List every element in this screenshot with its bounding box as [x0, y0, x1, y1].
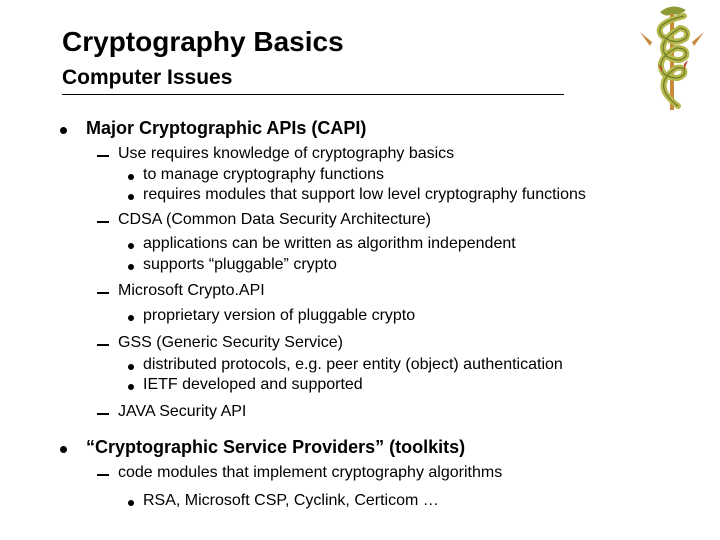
- slide-title: Cryptography Basics: [62, 26, 344, 57]
- slide-subtitle: Computer Issues: [62, 66, 233, 89]
- dash-marker: [97, 344, 109, 346]
- bullet-dot: [128, 364, 134, 370]
- caduceus-logo-icon: [632, 2, 712, 112]
- item-proprietary-version: proprietary version of pluggable crypto: [143, 307, 416, 324]
- sub-bullet-code-modules: code modules that implement cryptography algorithms: [118, 464, 503, 481]
- sub-bullet-java-security: JAVA Security API: [118, 403, 247, 420]
- item-vendor-list: RSA, Microsoft CSP, Cyclink, Certicom …: [143, 492, 439, 509]
- bullet-dot: [128, 194, 134, 200]
- bullet-dot: [128, 243, 134, 249]
- sub-bullet-gss: GSS (Generic Security Service): [118, 334, 343, 351]
- bullet-dot: [60, 127, 67, 134]
- bullet-major-apis: Major Cryptographic APIs (CAPI): [86, 118, 367, 138]
- dash-marker: [97, 413, 109, 415]
- item-distributed-protocols: distributed protocols, e.g. peer entity (object) authentication: [143, 356, 563, 373]
- item-requires-modules: requires modules that support low level cryptography functions: [143, 186, 586, 203]
- sub-bullet-cdsa: CDSA (Common Data Security Architecture): [118, 211, 431, 228]
- item-manage-functions: to manage cryptography functions: [143, 166, 385, 183]
- bullet-service-providers: “Cryptographic Service Providers” (toolkits): [86, 437, 466, 457]
- title-divider: [62, 94, 564, 95]
- item-algorithm-independent: applications can be written as algorithm independent: [143, 235, 516, 252]
- bullet-dot: [60, 446, 67, 453]
- bullet-dot: [128, 264, 134, 270]
- item-ietf-developed: IETF developed and supported: [143, 376, 363, 393]
- dash-marker: [97, 292, 109, 294]
- dash-marker: [97, 155, 109, 157]
- sub-bullet-knowledge: Use requires knowledge of cryptography basics: [118, 145, 455, 162]
- bullet-dot: [128, 500, 134, 506]
- dash-marker: [97, 474, 109, 476]
- wing-shape: [692, 32, 704, 46]
- wing-shape: [640, 32, 652, 46]
- bullet-dot: [128, 315, 134, 321]
- item-pluggable-crypto: supports “pluggable” crypto: [143, 256, 337, 273]
- bullet-dot: [128, 174, 134, 180]
- bullet-dot: [128, 384, 134, 390]
- dash-marker: [97, 221, 109, 223]
- sub-bullet-microsoft-cryptoapi: Microsoft Crypto.API: [118, 282, 265, 299]
